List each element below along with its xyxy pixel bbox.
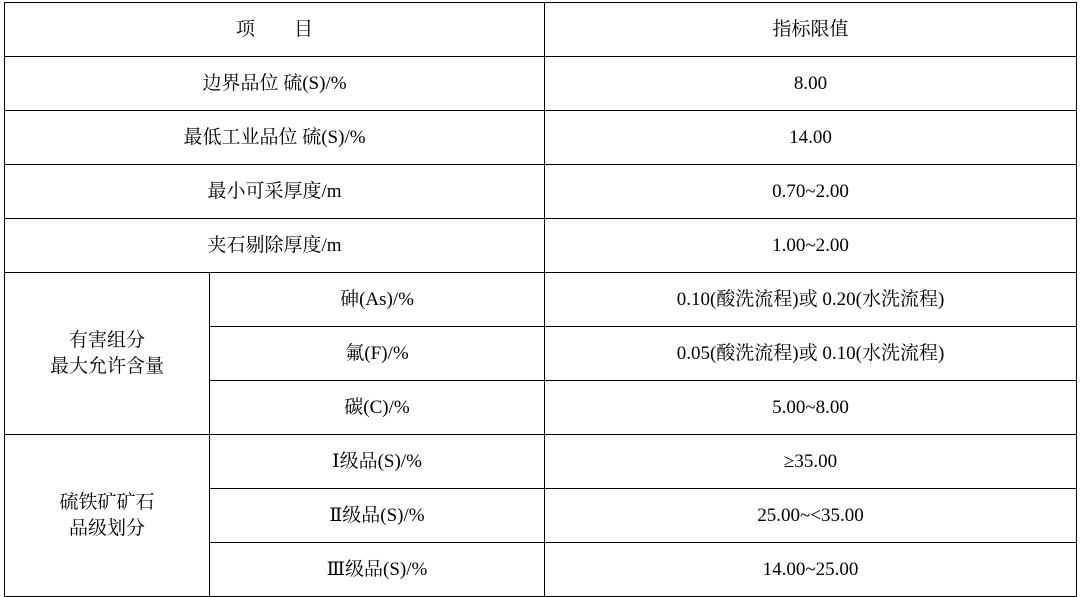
table-row — [5, 57, 1077, 111]
column-header-limit: 指标限值 — [545, 3, 1077, 57]
table-row — [5, 219, 1077, 273]
row-value: 25.00~<35.00 — [545, 489, 1077, 543]
row-item-label: Ⅱ级品(S)/% — [210, 489, 545, 543]
group-label-line1: 有害组分 — [68, 329, 145, 351]
table-row — [5, 435, 1077, 489]
row-item-label: 夹石剔除厚度/m — [5, 219, 545, 273]
row-value: 5.00~8.00 — [545, 381, 1077, 435]
group-label-line2: 最大允许含量 — [49, 355, 164, 377]
row-item-label: 边界品位 硫(S)/% — [5, 57, 545, 111]
group-label-ore-grade-classification — [5, 435, 210, 597]
table-row — [5, 165, 1077, 219]
specification-table — [4, 2, 1077, 597]
row-item-label: 砷(As)/% — [210, 273, 545, 327]
row-value: 8.00 — [545, 57, 1077, 111]
row-value: ≥35.00 — [545, 435, 1077, 489]
row-value: 0.10(酸洗流程)或 0.20(水洗流程) — [545, 273, 1077, 327]
row-item-label: 最低工业品位 硫(S)/% — [5, 111, 545, 165]
row-item-label: 碳(C)/% — [210, 381, 545, 435]
row-item-label: Ⅲ级品(S)/% — [210, 543, 545, 597]
row-item-label: 氟(F)/% — [210, 327, 545, 381]
group-label-line1: 硫铁矿矿石 — [59, 491, 155, 513]
row-value: 0.05(酸洗流程)或 0.10(水洗流程) — [545, 327, 1077, 381]
group-label-line2: 品级划分 — [68, 517, 145, 539]
row-value: 0.70~2.00 — [545, 165, 1077, 219]
table-header-row — [5, 3, 1077, 57]
row-value: 14.00~25.00 — [545, 543, 1077, 597]
row-value: 14.00 — [545, 111, 1077, 165]
table-row — [5, 111, 1077, 165]
table-row — [5, 273, 1077, 327]
group-label-harmful-components — [5, 273, 210, 435]
column-header-item: 项 目 — [5, 3, 545, 57]
row-item-label: 最小可采厚度/m — [5, 165, 545, 219]
row-value: 1.00~2.00 — [545, 219, 1077, 273]
row-item-label: Ⅰ级品(S)/% — [210, 435, 545, 489]
